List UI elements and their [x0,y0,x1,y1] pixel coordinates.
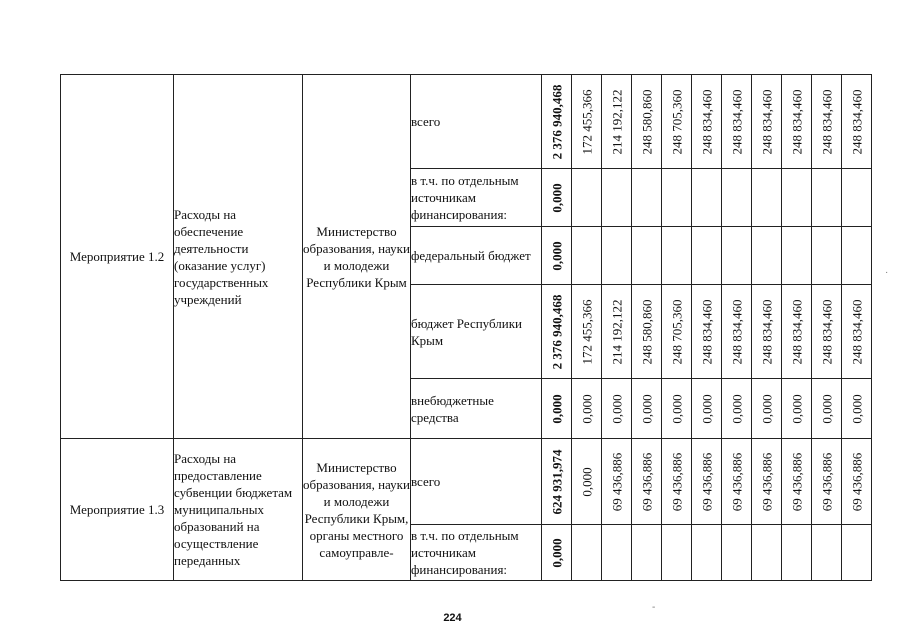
year-amount-value: 69 436,886 [729,452,744,511]
year-amount-cell [572,285,602,379]
year-amount-value: 248 705,360 [669,299,684,364]
year-amount-cell [752,169,782,227]
year-amount-value: 69 436,886 [789,452,804,511]
year-amount-cell [632,525,662,581]
year-amount-value: 248 580,860 [639,89,654,154]
total-cell [542,379,572,439]
year-amount-value: 0,000 [579,393,594,424]
year-amount-cell [662,439,692,525]
year-amount-cell [722,227,752,285]
year-amount-cell [572,227,602,285]
year-amount-cell [572,439,602,525]
year-amount-cell [692,75,722,169]
year-amount-cell [602,285,632,379]
year-amount-value: 248 834,460 [849,299,864,364]
year-amount-cell [692,379,722,439]
year-amount-cell [782,75,812,169]
total-value: 0,000 [549,240,564,271]
year-amount-cell [722,75,752,169]
year-amount-value: 0,000 [729,393,744,424]
year-amount-cell [722,285,752,379]
year-amount-cell [602,525,632,581]
total-value: 2 376 940,468 [549,294,564,369]
total-cell [542,285,572,379]
year-amount-cell [842,525,872,581]
description-cell: Расходы на обеспечение деятельности (оказание услуг) государственных учреждений [174,75,303,439]
year-amount-cell [752,285,782,379]
year-amount-value: 0,000 [849,393,864,424]
year-amount-cell [662,379,692,439]
year-amount-value: 172 455,366 [579,299,594,364]
year-amount-cell [632,379,662,439]
year-amount-cell [722,379,752,439]
year-amount-cell [812,439,842,525]
event-cell: Мероприятие 1.2 [61,75,174,439]
scan-mark: - [652,602,656,613]
year-amount-cell [602,439,632,525]
funding-source-cell: бюджет Республики Крым [411,285,542,379]
year-amount-cell [812,285,842,379]
year-amount-value: 0,000 [789,393,804,424]
year-amount-value: 248 834,460 [699,299,714,364]
year-amount-cell [572,379,602,439]
year-amount-cell [752,439,782,525]
year-amount-cell [722,525,752,581]
year-amount-value: 248 834,460 [729,299,744,364]
funding-source-cell: всего [411,75,542,169]
year-amount-cell [842,227,872,285]
year-amount-value: 248 834,460 [759,299,774,364]
year-amount-cell [572,525,602,581]
year-amount-cell [662,285,692,379]
year-amount-cell [752,379,782,439]
year-amount-value: 0,000 [759,393,774,424]
year-amount-cell [602,227,632,285]
year-amount-cell [782,439,812,525]
year-amount-cell [692,285,722,379]
year-amount-cell [602,169,632,227]
year-amount-cell [782,379,812,439]
year-amount-value: 69 436,886 [669,452,684,511]
year-amount-cell [812,227,842,285]
total-value: 0,000 [549,393,564,424]
year-amount-value: 248 834,460 [819,299,834,364]
year-amount-cell [812,379,842,439]
total-cell [542,169,572,227]
year-amount-cell [722,169,752,227]
year-amount-cell [782,285,812,379]
year-amount-value: 214 192,122 [609,299,624,364]
year-amount-value: 69 436,886 [819,452,834,511]
year-amount-value: 0,000 [819,393,834,424]
year-amount-cell [812,75,842,169]
year-amount-value: 248 834,460 [789,89,804,154]
total-cell [542,75,572,169]
year-amount-cell [632,75,662,169]
year-amount-cell [692,525,722,581]
year-amount-value: 69 436,886 [639,452,654,511]
funding-source-cell: всего [411,439,542,525]
year-amount-cell [572,169,602,227]
year-amount-cell [842,439,872,525]
total-value: 2 376 940,468 [549,84,564,159]
total-value: 0,000 [549,537,564,568]
table-row [61,75,872,169]
year-amount-cell [632,169,662,227]
year-amount-value: 0,000 [699,393,714,424]
budget-table [60,74,872,581]
year-amount-cell [632,285,662,379]
year-amount-value: 248 834,460 [819,89,834,154]
year-amount-cell [782,525,812,581]
total-value: 0,000 [549,182,564,213]
year-amount-value: 248 705,360 [669,89,684,154]
year-amount-value: 248 580,860 [639,299,654,364]
year-amount-value: 248 834,460 [699,89,714,154]
year-amount-cell [662,227,692,285]
total-cell [542,439,572,525]
year-amount-cell [692,439,722,525]
year-amount-cell [842,285,872,379]
funding-source-cell: в т.ч. по отдельным источникам финансирования: [411,525,542,581]
year-amount-cell [602,75,632,169]
year-amount-value: 214 192,122 [609,89,624,154]
year-amount-cell [692,227,722,285]
year-amount-cell [782,169,812,227]
total-cell [542,227,572,285]
funding-source-cell: федеральный бюджет [411,227,542,285]
year-amount-cell [752,525,782,581]
year-amount-value: 0,000 [579,466,594,497]
year-amount-cell [632,227,662,285]
year-amount-value: 69 436,886 [759,452,774,511]
year-amount-cell [842,169,872,227]
description-cell: Расходы на предоставление субвенции бюджетам муниципальных образований на осуществление переданных [174,439,303,581]
executor-cell: Министерство образования, науки и молодежи Республики Крым [303,75,411,439]
year-amount-value: 248 834,460 [729,89,744,154]
scan-mark: · [885,267,889,278]
event-cell: Мероприятие 1.3 [61,439,174,581]
year-amount-cell [632,439,662,525]
page-number: 224 [443,612,462,624]
year-amount-cell [752,75,782,169]
year-amount-cell [662,525,692,581]
table-row [61,439,872,525]
funding-source-cell: в т.ч. по отдельным источникам финансирования: [411,169,542,227]
year-amount-value: 248 834,460 [759,89,774,154]
year-amount-cell [602,379,632,439]
total-cell [542,525,572,581]
year-amount-cell [752,227,782,285]
funding-source-cell: внебюджетные средства [411,379,542,439]
year-amount-cell [662,75,692,169]
total-value: 624 931,974 [549,449,564,514]
year-amount-cell [722,439,752,525]
year-amount-cell [842,379,872,439]
executor-cell: Министерство образования, науки и молодежи Республики Крым, органы местного самоуправле- [303,439,411,581]
year-amount-cell [812,525,842,581]
year-amount-value: 248 834,460 [789,299,804,364]
year-amount-value: 248 834,460 [849,89,864,154]
year-amount-cell [782,227,812,285]
year-amount-value: 0,000 [609,393,624,424]
year-amount-value: 69 436,886 [699,452,714,511]
year-amount-value: 0,000 [669,393,684,424]
year-amount-value: 69 436,886 [609,452,624,511]
year-amount-value: 172 455,366 [579,89,594,154]
year-amount-cell [842,75,872,169]
year-amount-value: 69 436,886 [849,452,864,511]
year-amount-value: 0,000 [639,393,654,424]
year-amount-cell [812,169,842,227]
year-amount-cell [572,75,602,169]
year-amount-cell [692,169,722,227]
year-amount-cell [662,169,692,227]
